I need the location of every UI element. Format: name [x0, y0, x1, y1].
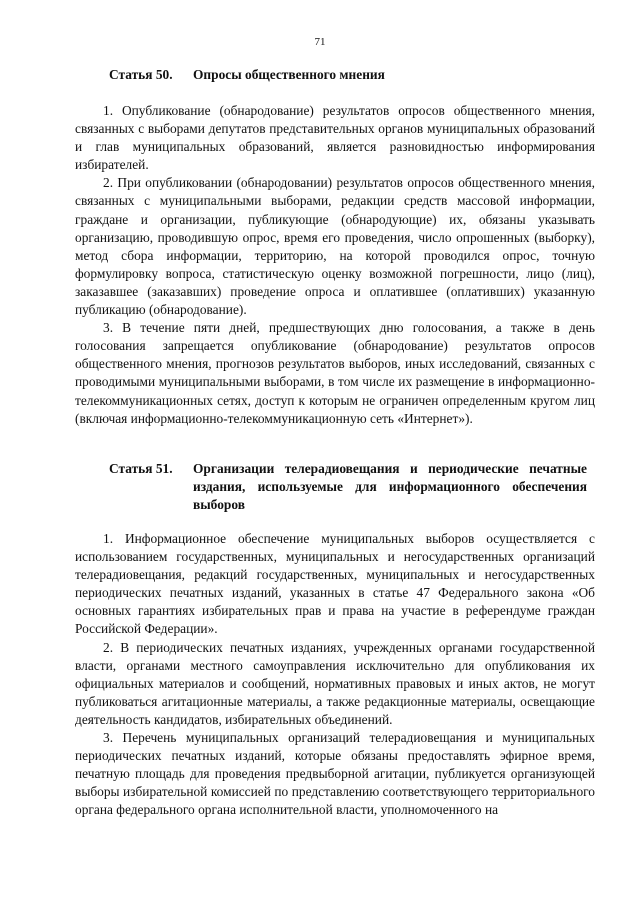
paragraph: 2. При опубликовании (обнародовании) результатов опросов общественного мнения, связанных с муниципальными выборами, редакции средств массовой информации, граждане и организации, публикующие (обнародующие) их, обязаны указывать организацию, проводившую опрос, время его проведения, число опрошенных (выборку), метод сбора информации, территорию, на которой проводился опрос, точную формулировку вопроса, статистическую оценку возможной погрешности, лицо (лиц), заказавшее (заказавших) проведение опроса и оплатившее (оплативших) указанную публикацию (обнародование). [75, 175, 595, 318]
article-number: Статья 50. [109, 67, 173, 82]
article-heading [75, 460, 595, 514]
page-number: 71 [314, 36, 326, 48]
article-title: Организации телерадиовещания и периодические печатные издания, используемые для информационного обеспечения выборов [193, 461, 587, 512]
article-title: Опросы общественного мнения [193, 67, 385, 82]
article-number: Статья 51. [109, 461, 173, 476]
article-51 [75, 460, 595, 820]
article-body [75, 530, 595, 820]
paragraph: 3. В течение пяти дней, предшествующих дню голосования, а также в день голосования запрещается опубликование (обнародование) результатов опросов общественного мнения, прогнозов результатов выборов, иных исследований, связанных с проводимыми муниципальными выборами, в том числе их размещение в информационно-телекоммуникационных сетях, доступ к которым не ограничен определенным кругом лиц (включая информационно-телекоммуникационную сеть «Интернет»). [75, 320, 595, 426]
article-50 [75, 66, 595, 428]
paragraph: 3. Перечень муниципальных организаций телерадиовещания и муниципальных периодических печатных изданий, которые обязаны предоставлять эфирное время, печатную площадь для проведения предвыборной агитации, публикуется организующей выборы избирательной комиссией по представлению соответствующего территориального органа федерального органа исполнительной власти, уполномоченного на [75, 730, 595, 818]
paragraph: 1. Информационное обеспечение муниципальных выборов осуществляется с использованием государственных, муниципальных и негосударственных организаций телерадиовещания, редакций государственных, муниципальных и негосударственных периодических печатных изданий, указанных в статье 47 Федерального закона «Об основных гарантиях избирательных прав и права на участие в референдуме граждан Российской Федерации». [75, 531, 595, 637]
paragraph: 2. В периодических печатных изданиях, учрежденных органами государственной власти, органами местного самоуправления исключительно для опубликования их официальных материалов и сообщений, нормативных правовых и иных актов, не могут публиковаться агитационные материалы, а также редакционные материалы, освещающие деятельность кандидатов, избирательных объединений. [75, 639, 595, 727]
paragraph: 1. Опубликование (обнародование) результатов опросов общественного мнения, связанных с выборами депутатов представительных органов муниципальных образований и глав муниципальных образований, является разновидностью информирования избирателей. [75, 103, 595, 173]
article-heading [75, 66, 595, 84]
article-body [75, 102, 595, 428]
